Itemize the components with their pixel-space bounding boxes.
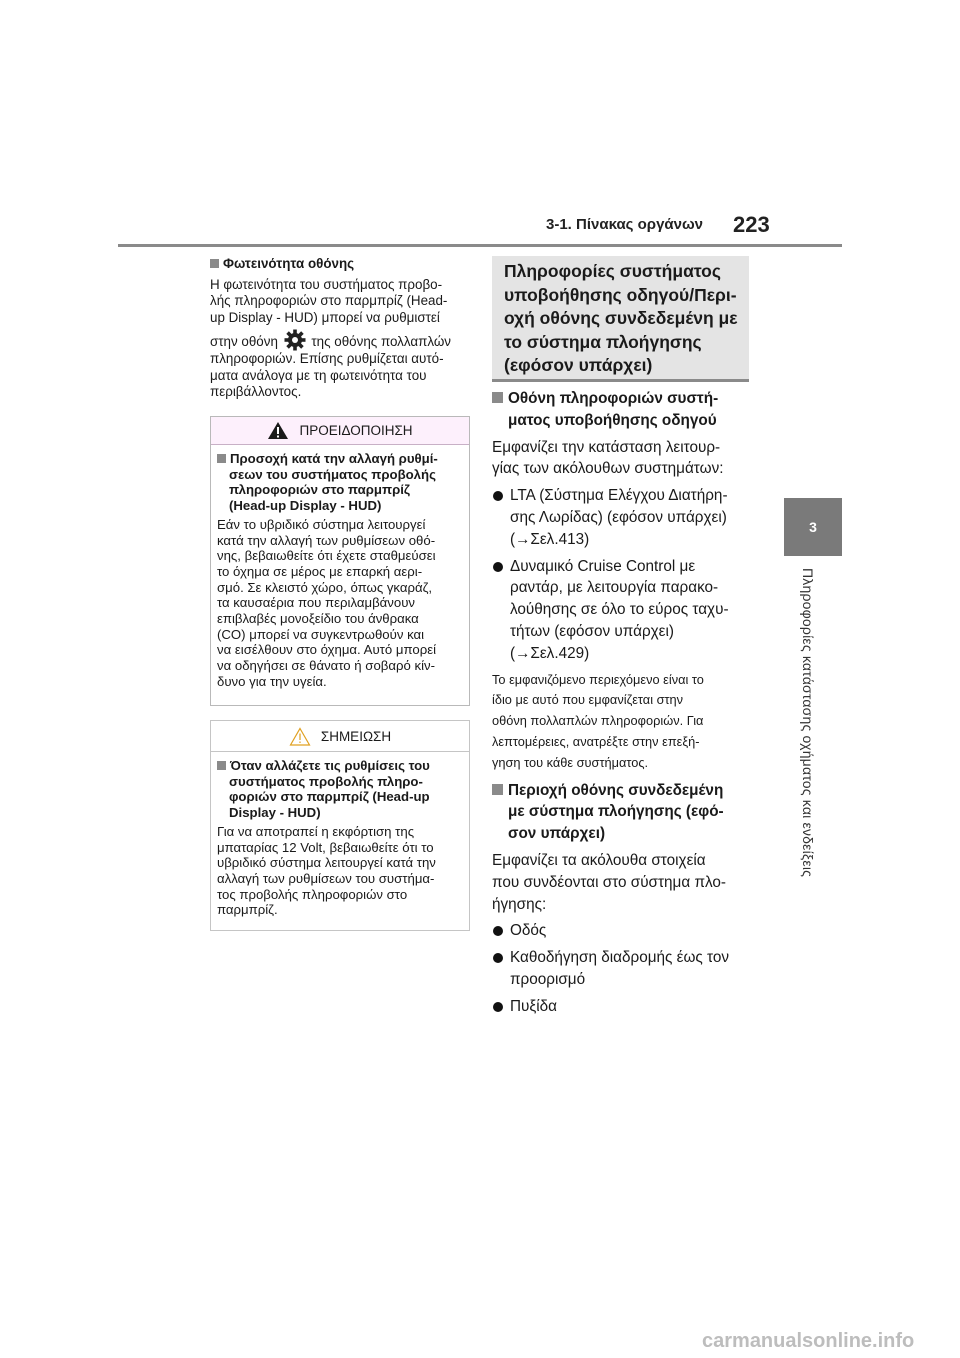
note-heading: Όταν αλλάζετε τις ρυθμίσεις του συστήματος προβολής πληρο- φοριών στο παρμπρίζ (Head-up Display - HUD) bbox=[217, 758, 463, 821]
list-item: Οδός bbox=[492, 920, 754, 942]
brightness-paragraph: Η φωτεινότητα του συστήματος προβο- λής πληροφοριών στο παρμπρίζ (Head- up Display - HUD) μπορεί να ρυθμιστεί στην οθόνη της οθόνης πολλαπλών πληροφοριών. Επίσης ρυθμίζεται αυτό- ματα ανάλογα με τη φωτεινότητα του περιβάλλοντος. bbox=[210, 276, 451, 399]
page-reference-link[interactable]: (→Σελ.429) bbox=[510, 644, 590, 662]
section-title: 3-1. Πίνακας οργάνων bbox=[546, 216, 703, 233]
warning-title: ΠΡΟΕΙΔΟΠΟΙΗΣΗ bbox=[299, 423, 413, 438]
warning-text: Εάν το υβριδικό σύστημα λειτουργεί κατά την αλλαγή των ρυθμίσεων οθό- νης, βεβαιωθείτε ότι έχετε σταθμεύσει το όχημα σε μέρος με επαρκή αερι- σμό. Σε κλειστό χώρο, όπως γκαράζ, τα καυσαέρια που περιλαμβάνουν επιβλαβές μονοξείδιο του άνθρακα (CO) μπορεί να συγκεντρωθούν και να εισέλθουν στο όχημα. Αυτό μπορεί να οδηγήσει σε θάνατο ή σοβαρό κίν- δυνο για την υγεία. bbox=[217, 516, 437, 689]
list-item: LTA (Σύστημα Ελέγχου Διατήρη- σης Λωρίδας) (εφόσον υπάρχει) (→Σελ.413) bbox=[492, 485, 754, 550]
square-bullet-icon bbox=[210, 259, 219, 268]
brightness-section bbox=[210, 256, 470, 401]
chapter-label: Πληροφορίες κατάστασης οχήματος και ενδείξεις bbox=[800, 568, 816, 878]
warning-triangle-icon bbox=[267, 421, 289, 440]
brightness-heading: Φωτεινότητα οθόνης bbox=[210, 256, 470, 273]
caution-triangle-icon bbox=[289, 727, 311, 746]
navigation-heading: Περιοχή οθόνης συνδεδεμένη με σύστημα πλοήγησης (εφό- σον υπάρχει) bbox=[492, 780, 754, 845]
chapter-tab[interactable] bbox=[784, 498, 842, 556]
square-bullet-icon bbox=[492, 392, 503, 403]
note-text: Για να αποτραπεί η εκφόρτιση της μπαταρίας 12 Volt, βεβαιωθείτε ότι το υβριδικό σύστημα λειτουργεί κατά την αλλαγή των ρυθμίσεων του συστήμα- τος προβολής πληροφοριών στο παρμπρίζ. bbox=[217, 823, 436, 918]
note-title: ΣΗΜΕΙΩΣΗ bbox=[320, 728, 392, 744]
list-item: Δυναμικό Cruise Control με ραντάρ, με λειτουργία παρακο- λούθησης σε όλο το εύρος ταχυ- τήτων (εφόσον υπάρχει) (→Σελ.429) bbox=[492, 556, 754, 665]
bullet-icon bbox=[493, 1002, 503, 1012]
square-bullet-icon bbox=[492, 784, 503, 795]
warning-header bbox=[211, 417, 469, 445]
square-bullet-icon bbox=[217, 761, 226, 770]
square-bullet-icon bbox=[217, 454, 226, 463]
warning-heading: Προσοχή κατά την αλλαγή ρυθμί- σεων του συστήματος προβολής πληροφοριών στο παρμπρίζ (Head-up Display - HUD) bbox=[217, 451, 463, 514]
chapter-number: 3 bbox=[809, 519, 817, 535]
driver-assist-heading: Οθόνη πληροφοριών συστή- ματος υποβοήθησης οδηγού bbox=[492, 388, 754, 432]
page-number: 223 bbox=[733, 212, 770, 237]
navigation-paragraph: Εμφανίζει τα ακόλουθα στοιχεία που συνδέονται στο σύστημα πλο- ήγησης: bbox=[492, 851, 727, 913]
page-reference-link[interactable]: (→Σελ.413) bbox=[510, 530, 590, 548]
bullet-icon bbox=[493, 953, 503, 963]
list-item: Καθοδήγηση διαδρομής έως τον προορισμό bbox=[492, 947, 754, 991]
bullet-icon bbox=[493, 562, 503, 572]
bullet-icon bbox=[493, 491, 503, 501]
gear-icon bbox=[284, 329, 306, 351]
header-rule bbox=[118, 244, 842, 247]
right-column bbox=[492, 388, 754, 1018]
bullet-icon bbox=[493, 926, 503, 936]
note-header bbox=[211, 721, 469, 752]
watermark: carmanualsonline.info bbox=[702, 1330, 915, 1352]
note-box bbox=[210, 720, 470, 931]
section-banner: Πληροφορίες συστήματος υποβοήθησης οδηγού/Περι- οχή οθόνης συνδεδεμένη με το σύστημα πλοήγησης (εφόσον υπάρχει) bbox=[492, 256, 749, 382]
info-note: Το εμφανιζόμενο περιεχόμενο είναι το ίδιο με αυτό που εμφανίζεται στην οθόνη πολλαπλών πληροφοριών. Για λεπτομέρειες, ανατρέξτε στην επεξή- γηση του κάθε συστήματος. bbox=[492, 671, 704, 770]
warning-box bbox=[210, 416, 470, 706]
driver-assist-paragraph: Εμφανίζει την κατάσταση λειτουρ- γίας των ακόλουθων συστημάτων: bbox=[492, 438, 724, 478]
list-item: Πυξίδα bbox=[492, 996, 754, 1018]
